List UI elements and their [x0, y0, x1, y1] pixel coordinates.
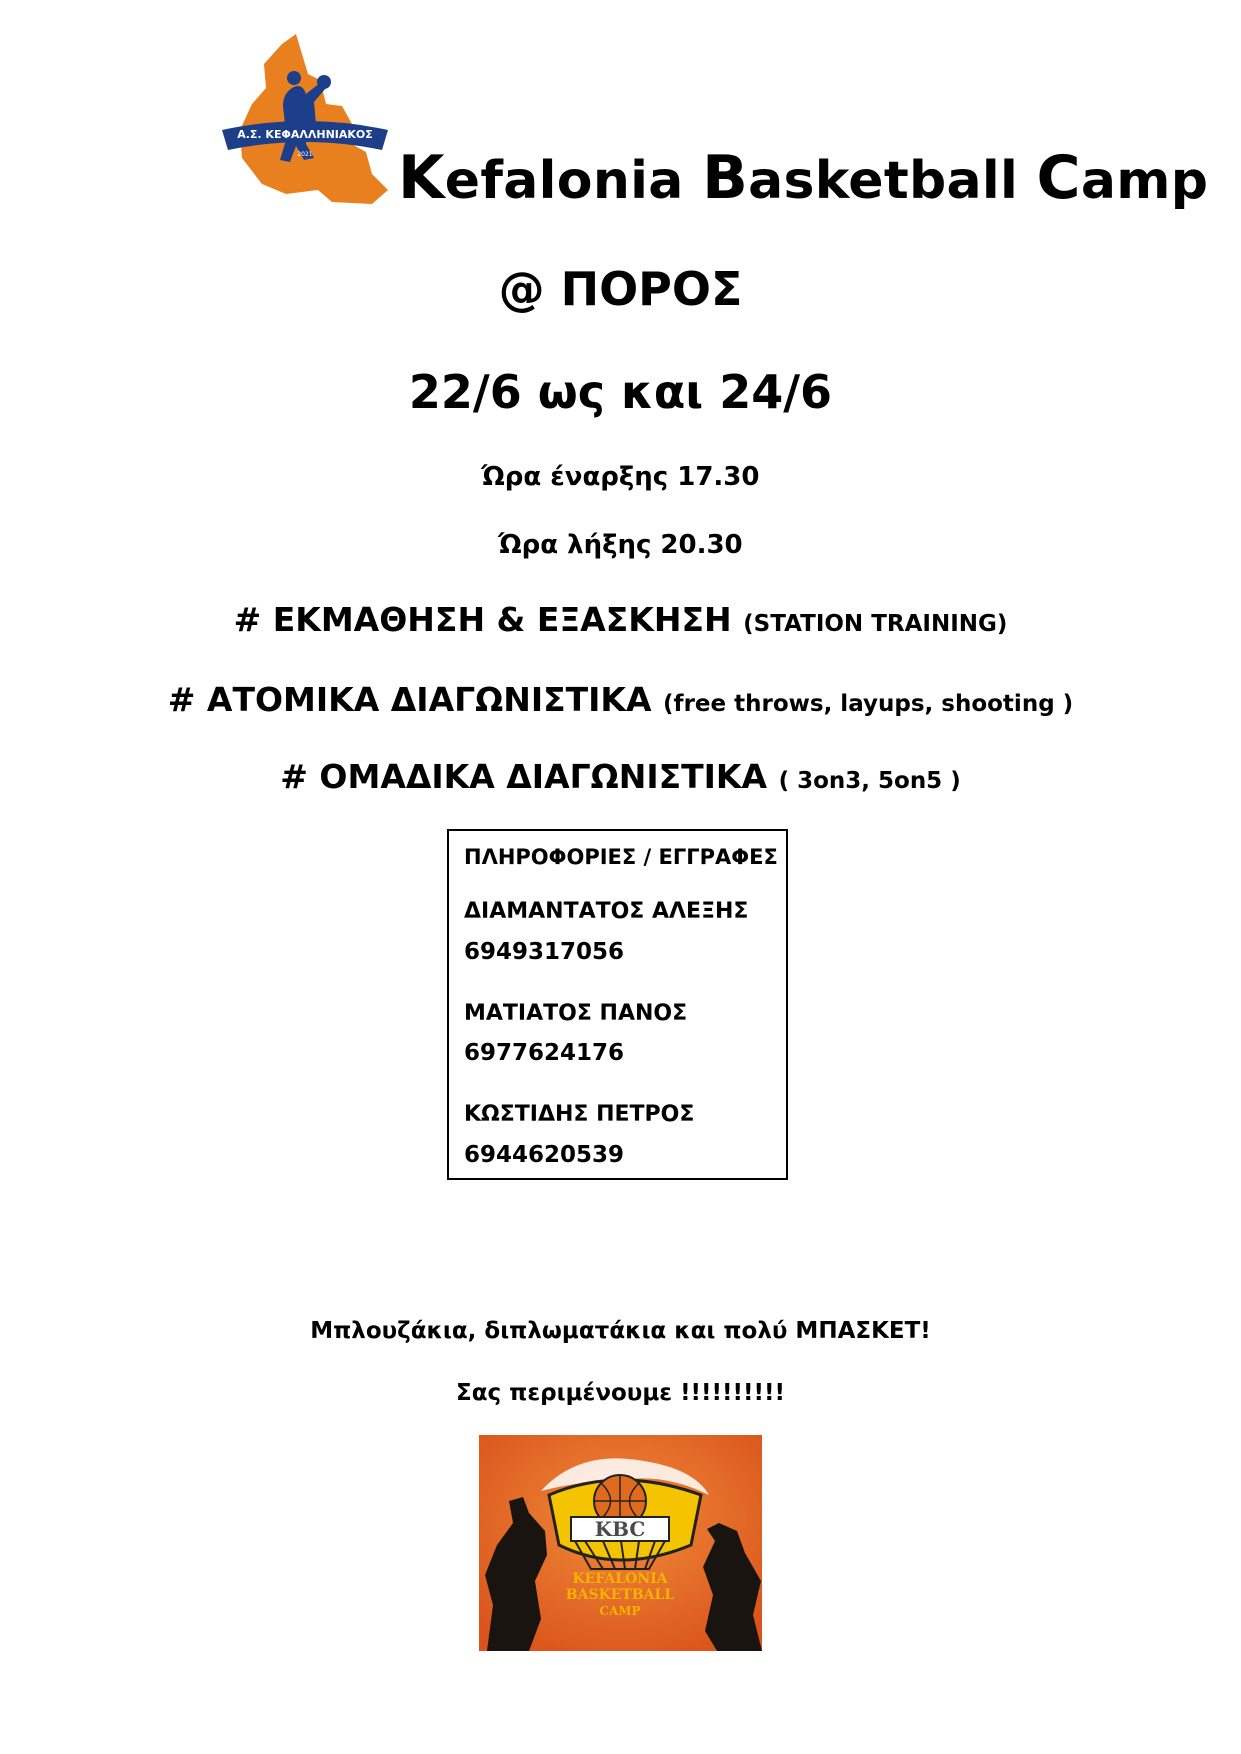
kbc-badge [479, 1435, 762, 1651]
badge-line: KEFALONIA [572, 1571, 668, 1587]
title-rest-2: asketball [748, 151, 1037, 211]
contact-phone[interactable]: 6944620539 [464, 1142, 625, 1168]
start-time: Ώρα έναρξης 17.30 [481, 462, 760, 492]
closing-line: Σας περιμένουμε !!!!!!!!!! [456, 1380, 785, 1406]
feature-main: # ΟΜΑΔΙΚΑ ΔΙΑΓΩΝΙΣΤΙΚΑ [280, 757, 768, 796]
camp-title [398, 143, 1208, 213]
ball-icon [317, 75, 331, 89]
contact-phone[interactable]: 6977624176 [464, 1040, 625, 1066]
player-head [287, 71, 301, 85]
merch-line: Μπλουζάκια, διπλωματάκια και πολύ ΜΠΑΣΚΕΤ! [310, 1318, 931, 1344]
feature-main: # ΑΤΟΜΙΚΑ ΔΙΑΓΩΝΙΣΤΙΚΑ [167, 680, 652, 719]
info-heading: ΠΛΗΡΟΦΟΡΙΕΣ / ΕΓΓΡΑΦΕΣ [464, 845, 778, 869]
feature-note: ( 3on3, 5on5 ) [778, 768, 961, 794]
logo-text: Α.Σ. ΚΕΦΑΛΛΗΝΙΑΚΟΣ [237, 128, 373, 141]
badge-line: CAMP [599, 1604, 641, 1618]
info-box [447, 829, 788, 1180]
club-logo [222, 34, 388, 206]
contact-phone[interactable]: 6949317056 [464, 939, 625, 965]
contact-name: ΜΑΤΙΑΤΟΣ ΠΑΝΟΣ [464, 1001, 688, 1026]
event-dates: 22/6 ως και 24/6 [408, 365, 833, 419]
feature-individual [0, 680, 1241, 719]
badge-initials: KBC [594, 1517, 646, 1541]
title-cap-2: B [702, 143, 749, 213]
feature-note: (free throws, layups, shooting ) [663, 691, 1074, 717]
title-rest-1: efalonia [444, 151, 703, 211]
feature-main: # ΕΚΜΑΘΗΣΗ & ΕΞΑΣΚΗΣΗ [233, 600, 732, 639]
feature-note: (STATION TRAINING) [743, 611, 1008, 637]
badge-line: BASKETBALL [565, 1587, 675, 1603]
feature-training [0, 600, 1241, 639]
logo-year: 2021 [297, 151, 313, 158]
end-time: Ώρα λήξης 20.30 [498, 530, 743, 560]
contact-name: ΔΙΑΜΑΝΤΑΤΟΣ ΑΛΕΞΗΣ [464, 899, 749, 924]
feature-team [0, 757, 1241, 796]
contact-name: ΚΩΣΤΙΔΗΣ ΠΕΤΡΟΣ [464, 1102, 695, 1127]
title-rest-3: amp [1080, 151, 1209, 211]
title-cap-1: K [398, 143, 445, 213]
title-cap-3: C [1036, 143, 1081, 213]
event-location: @ ΠΟΡΟΣ [498, 262, 743, 316]
